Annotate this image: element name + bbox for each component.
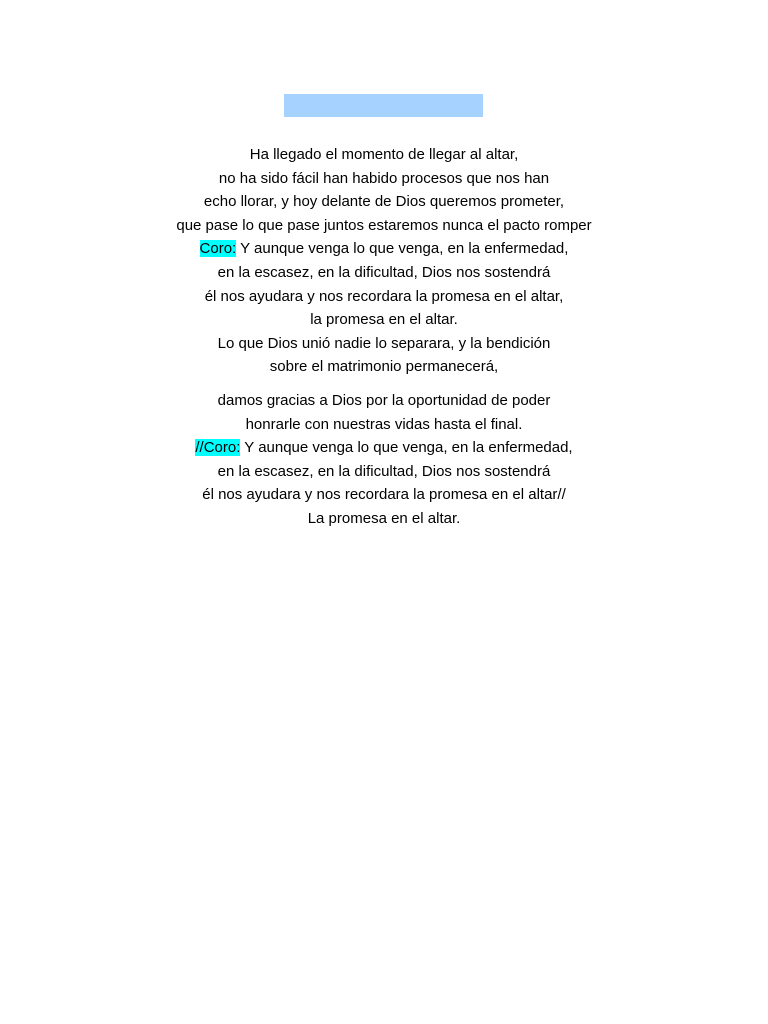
title-highlight-bar	[284, 94, 483, 117]
stanza-gap	[0, 379, 768, 389]
chorus-line	[0, 237, 768, 261]
lyric-line: Lo que Dios unió nadie lo separara, y la bendición	[217, 334, 551, 352]
lyric-line: no ha sido fácil han habido procesos que nos han	[218, 169, 550, 187]
chorus-line	[0, 436, 768, 460]
lyric-line: La promesa en el altar.	[307, 509, 461, 527]
lyric-line: la promesa en el altar.	[310, 311, 458, 329]
lyric-line: Ha llegado el momento de llegar al altar,	[249, 146, 519, 163]
lyric-line: damos gracias a Dios por la oportunidad de poder	[217, 391, 551, 409]
chorus-label: //Coro:	[195, 439, 241, 457]
lyric-line: él nos ayudara y nos recordara la promesa en el altar,	[204, 287, 564, 305]
lyric-line: sobre el matrimonio permanecerá,	[269, 358, 499, 376]
chorus-text: Y aunque venga lo que venga, en la enfermedad,	[240, 439, 573, 457]
chorus-text: Y aunque venga lo que venga, en la enfermedad,	[236, 240, 569, 258]
lyrics-body	[0, 143, 768, 531]
lyric-line: en la escasez, en la dificultad, Dios nos sostendrá	[217, 263, 551, 281]
lyric-line: honrarle con nuestras vidas hasta el final.	[245, 415, 523, 433]
chorus-label: Coro:	[199, 240, 237, 258]
lyric-line: en la escasez, en la dificultad, Dios nos sostendrá	[217, 462, 551, 480]
lyric-line: que pase lo que pase juntos estaremos nunca el pacto romper	[176, 216, 592, 234]
lyric-line: echo llorar, y hoy delante de Dios queremos prometer,	[203, 193, 565, 211]
lyric-line: él nos ayudara y nos recordara la promesa en el altar//	[202, 486, 566, 504]
